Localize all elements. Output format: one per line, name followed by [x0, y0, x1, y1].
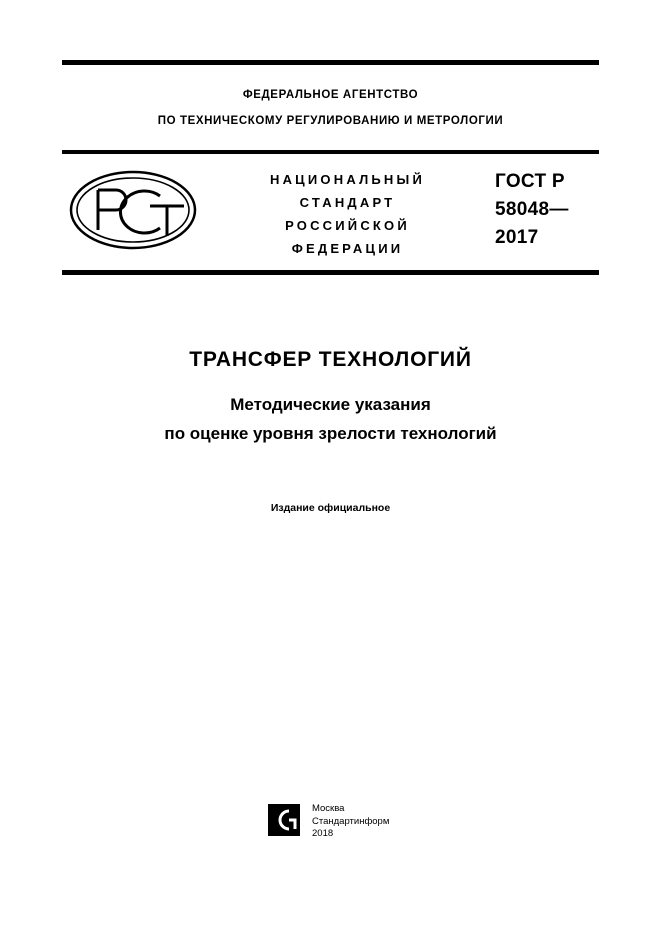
agency-line-1: ФЕДЕРАЛЬНОЕ АГЕНТСТВО	[242, 89, 419, 101]
edition-note: Издание официальное	[270, 502, 391, 514]
page-subtitle	[62, 390, 599, 448]
publisher-year: 2018	[312, 828, 334, 839]
header-rule-middle	[62, 150, 599, 154]
agency-line-2: ПО ТЕХНИЧЕСКОМУ РЕГУЛИРОВАНИЮ И МЕТРОЛОГИИ	[157, 115, 504, 127]
publisher-block	[240, 800, 460, 860]
subtitle-line-2: по оценке уровня зрелости технологий	[164, 424, 497, 443]
subtitle-line-1: Методические указания	[230, 395, 431, 414]
std-word-3: РОССИЙСКОЙ	[285, 218, 410, 233]
national-standard-words	[215, 168, 480, 260]
gost-code: 58048—	[495, 199, 569, 220]
publisher-city: Москва	[312, 803, 345, 814]
std-word-1: НАЦИОНАЛЬНЫЙ	[270, 172, 425, 187]
gost-prefix: ГОСТ Р	[495, 171, 565, 192]
agency-block	[62, 82, 599, 134]
publisher-text	[312, 803, 452, 841]
gost-r-emblem-icon	[68, 168, 198, 252]
gost-year: 2017	[495, 227, 539, 248]
std-word-2: СТАНДАРТ	[299, 195, 396, 210]
header-rule-top	[62, 60, 599, 65]
std-word-4: ФЕДЕРАЦИИ	[291, 241, 404, 256]
page-title: ТРАНСФЕР ТЕХНОЛОГИЙ	[189, 348, 472, 371]
header-rule-bottom	[62, 270, 599, 275]
standartinform-logo-icon	[268, 804, 300, 836]
gost-number-block	[495, 168, 645, 252]
publisher-name: Стандартинформ	[312, 815, 390, 827]
